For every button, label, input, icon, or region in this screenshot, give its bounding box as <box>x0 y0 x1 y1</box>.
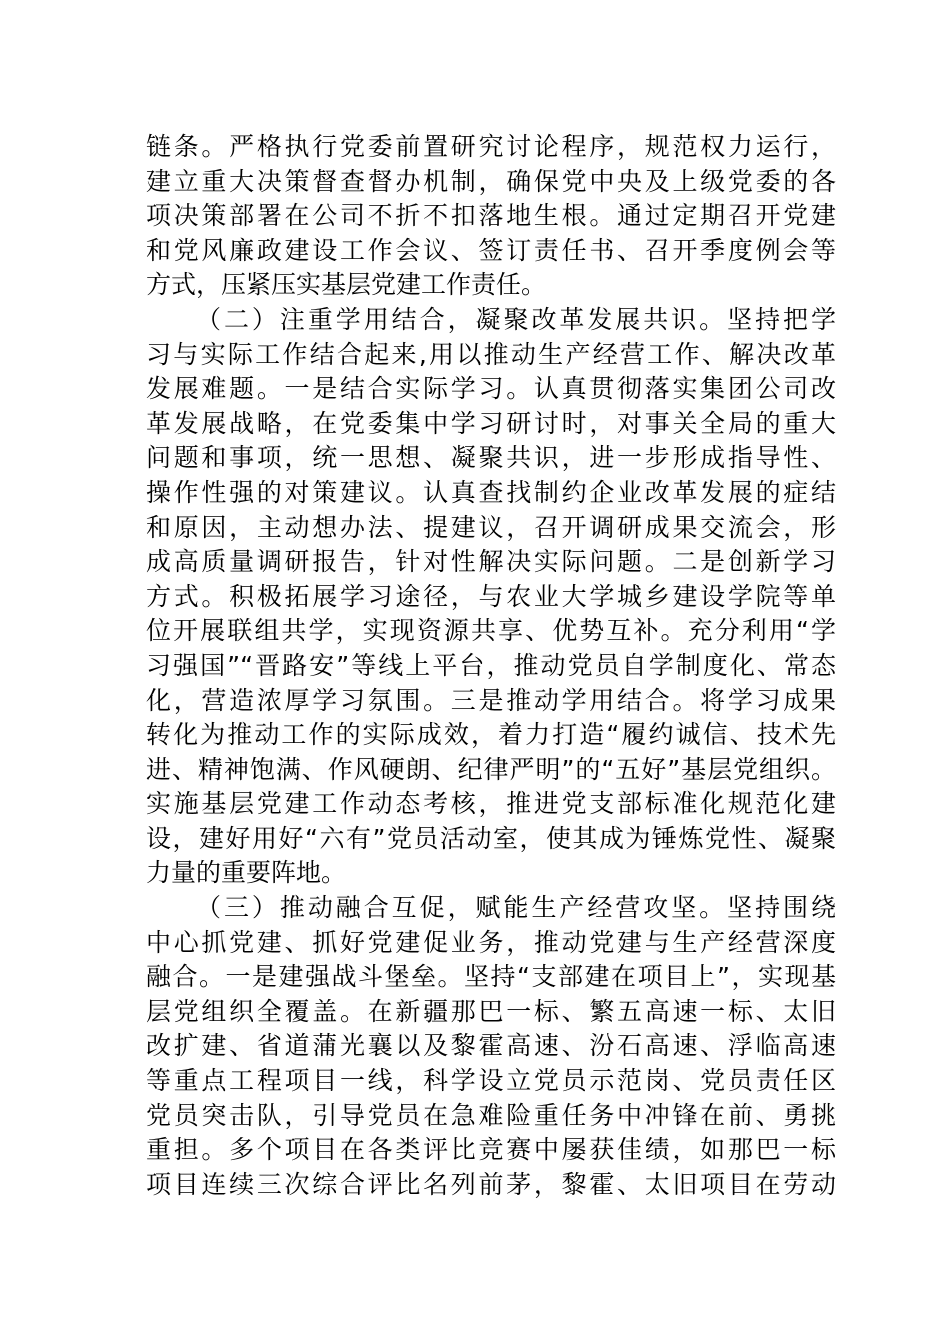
text-line: 项决策部署在公司不折不扣落地生根。通过定期召开党建 <box>146 201 836 231</box>
paragraph-start-line: （二）注重学用结合，凝聚改革发展共识。坚持把学 <box>196 304 836 334</box>
text-line: 项目连续三次综合评比名列前茅，黎霍、太旧项目在劳动 <box>146 1169 836 1199</box>
text-line: 转化为推动工作的实际成效，着力打造“履约诚信、技术先 <box>146 720 836 750</box>
text-line: 链条。严格执行党委前置研究讨论程序，规范权力运行， <box>146 132 836 161</box>
text-line: 发展难题。一是结合实际学习。认真贯彻落实集团公司改 <box>146 374 836 404</box>
text-line: 和党风廉政建设工作会议、签订责任书、召开季度例会等 <box>146 235 836 265</box>
text-line: 操作性强的对策建议。认真查找制约企业改革发展的症结 <box>146 477 836 507</box>
text-line: 革发展战略，在党委集中学习研讨时，对事关全局的重大 <box>146 408 836 438</box>
text-line: 重担。多个项目在各类评比竞赛中屡获佳绩，如那巴一标 <box>146 1135 836 1165</box>
paragraph-start-line: （三）推动融合互促，赋能生产经营攻坚。坚持围绕 <box>196 893 836 923</box>
text-line: 层党组织全覆盖。在新疆那巴一标、繁五高速一标、太旧 <box>146 996 836 1026</box>
text-line: 问题和事项，统一思想、凝聚共识，进一步形成指导性、 <box>146 443 836 473</box>
text-line: 化，营造浓厚学习氛围。三是推动学用结合。将学习成果 <box>146 685 836 715</box>
text-line: 习强国”“晋路安”等线上平台，推动党员自学制度化、常态 <box>146 650 836 680</box>
text-line: 中心抓党建、抓好党建促业务，推动党建与生产经营深度 <box>146 927 836 957</box>
text-line: 党员突击队，引导党员在急难险重任务中冲锋在前、勇挑 <box>146 1100 836 1130</box>
text-line: 位开展联组共学，实现资源共享、优势互补。充分利用“学 <box>146 616 836 646</box>
text-line: 方式。积极拓展学习途径，与农业大学城乡建设学院等单 <box>146 581 836 611</box>
text-line: 改扩建、省道蒲光襄以及黎霍高速、汾石高速、浮临高速 <box>146 1031 836 1061</box>
text-line: 实施基层党建工作动态考核，推进党支部标准化规范化建 <box>146 789 836 819</box>
text-line: 成高质量调研报告，针对性解决实际问题。二是创新学习 <box>146 547 836 577</box>
text-line: 等重点工程项目一线，科学设立党员示范岗、党员责任区 <box>146 1066 836 1096</box>
document-body <box>146 130 836 1202</box>
text-line: 力量的重要阵地。 <box>146 858 347 888</box>
text-line: 融合。一是建强战斗堡垒。坚持“支部建在项目上”，实现基 <box>146 962 836 992</box>
text-line: 习与实际工作结合起来,用以推动生产经营工作、解决改革 <box>146 339 836 369</box>
text-line: 方式，压紧压实基层党建工作责任。 <box>146 270 547 300</box>
text-line: 设，建好用好“六有”党员活动室，使其成为锤炼党性、凝聚 <box>146 823 836 853</box>
text-line: 和原因，主动想办法、提建议，召开调研成果交流会，形 <box>146 512 836 542</box>
text-line: 建立重大决策督查督办机制，确保党中央及上级党委的各 <box>146 166 836 196</box>
text-line: 进、精神饱满、作风硬朗、纪律严明”的“五好”基层党组织。 <box>146 754 836 784</box>
